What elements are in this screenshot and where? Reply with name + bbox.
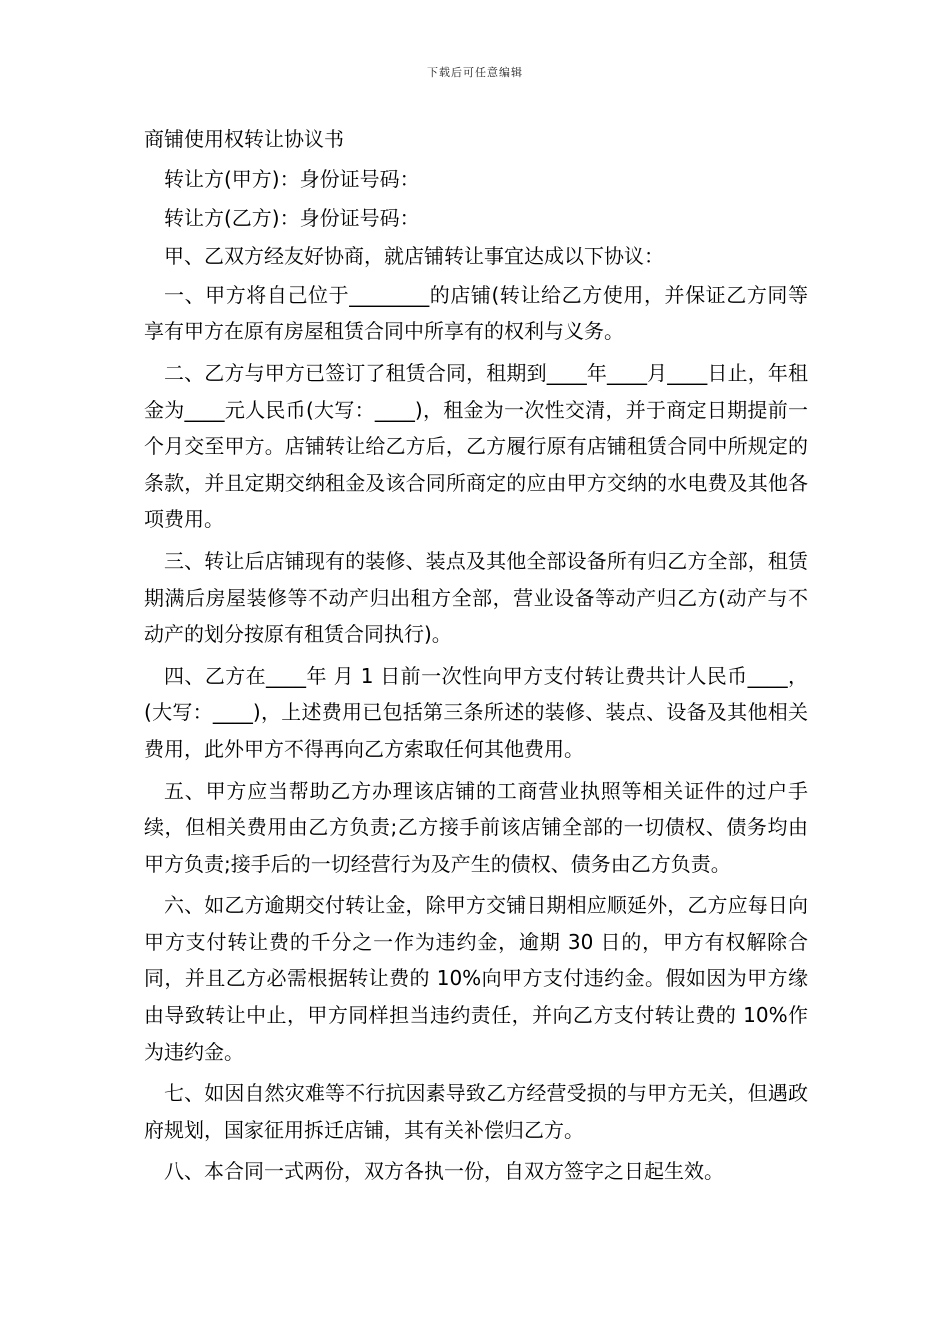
clause-8: 八、本合同一式两份，双方各执一份，自双方签字之日起生效。 [164,1159,724,1184]
document-body [144,124,808,1192]
clause-1: 一、甲方将自己位于________的店铺(转让给乙方使用，并保证乙方同等享有甲方在原有房屋租赁合同中所享有的权利与义务。 [144,282,808,344]
clause-7: 七、如因自然灾难等不行抗因素导致乙方经营受损的与甲方无关，但遇政府规划，国家征用拆迁店铺，其有关补偿归乙方。 [144,1081,808,1142]
transferee-line: 转让方(乙方)：身份证号码： [164,205,420,230]
clause-5: 五、甲方应当帮助乙方办理该店铺的工商营业执照等相关证件的过户手续，但相关费用由乙方负责;乙方接手前该店铺全部的一切债权、债务均由甲方负责;接手后的一切经营行为及产生的债权、债务由乙方负责。 [144,778,808,876]
clause-4: 四、乙方在____年 月 1 日前一次性向甲方支付转让费共计人民币____，(大写：____)，上述费用已包括第三条所述的装修、装点、设备及其他相关费用，此外甲方不得再向乙方索取任何其他费用。 [144,663,808,761]
clause-2: 二、乙方与甲方已签订了租赁合同，租期到____年____月____日止，年租金为____元人民币(大写：____)，租金为一次性交清，并于商定日期提前一个月交至甲方。店铺转让给乙方后，乙方履行原有店铺租赁合同中所规定的条款，并且定期交纳租金及该合同所商定的应由甲方交纳的水电费及其他各项费用。 [144,360,808,532]
clause-6: 六、如乙方逾期交付转让金，除甲方交铺日期相应顺延外，乙方应每日向甲方支付转让费的千分之一作为违约金，逾期 30 日的，甲方有权解除合同，并且乙方必需根据转让费的 10%向甲方支付违约金。假如因为甲方缘由导致转让中止，甲方同样担当违约责任，并向乙方支付转让费的 10%作为违约金。 [144,893,808,1064]
header-note: 下载后可任意编辑 [427,66,523,79]
transferor-line: 转让方(甲方)：身份证号码： [164,167,420,191]
clause-3: 三、转让后店铺现有的装修、装点及其他全部设备所有归乙方全部，租赁期满后房屋装修等不动产归出租方全部，营业设备等动产归乙方(动产与不动产的划分按原有租赁合同执行)。 [144,548,808,647]
document-title: 商铺使用权转让协议书 [144,127,344,151]
intro-paragraph: 甲、乙双方经友好协商，就店铺转让事宜达成以下协议： [164,244,664,269]
